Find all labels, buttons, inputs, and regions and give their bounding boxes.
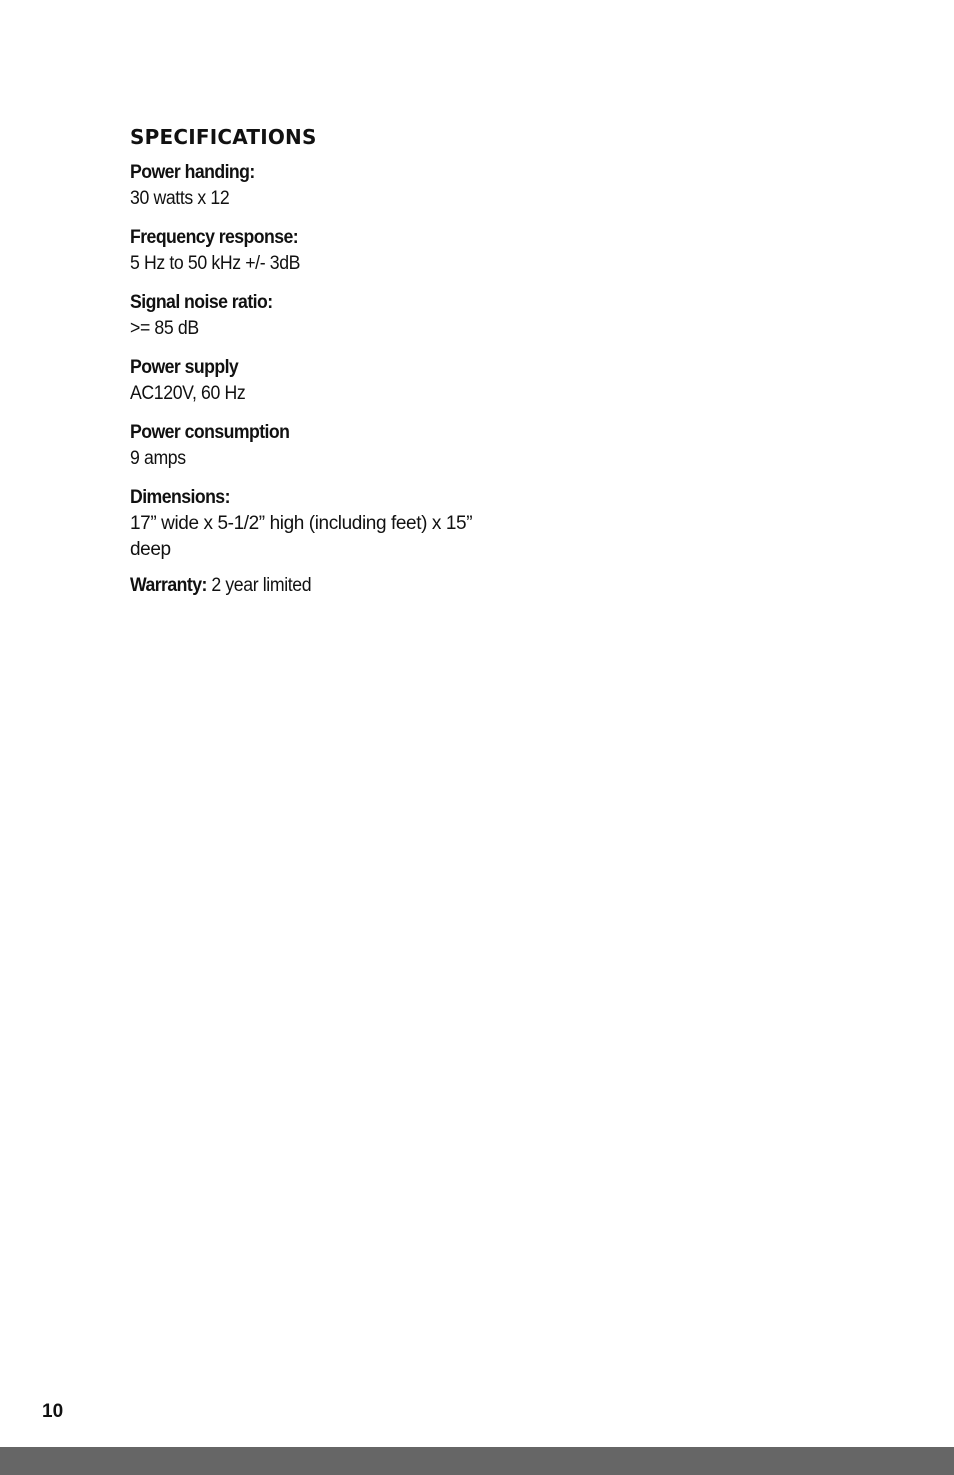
specifications-section (130, 124, 490, 599)
spec-value: AC120V, 60 Hz (130, 383, 246, 404)
spec-value: 17” wide x 5-1/2” high (including feet) x 15” deep (130, 513, 473, 560)
warranty-label: Warranty: (130, 575, 207, 596)
spec-label: Power consumption (130, 422, 290, 443)
warranty-value: 2 year limited (206, 575, 312, 596)
section-title: SPECIFICATIONS (130, 125, 317, 149)
spec-label: Signal noise ratio: (130, 292, 273, 313)
page-number: 10 (42, 1401, 64, 1422)
spec-item-power-consumption (130, 420, 490, 472)
spec-item-signal-noise-ratio (130, 290, 490, 342)
spec-value: 30 watts x 12 (130, 188, 230, 209)
spec-item-warranty (130, 573, 465, 599)
spec-item-dimensions (130, 485, 490, 563)
spec-value: 9 amps (130, 448, 186, 469)
spec-value: 5 Hz to 50 kHz +/- 3dB (130, 253, 301, 274)
footer-bar (0, 1447, 954, 1475)
spec-value: >= 85 dB (130, 318, 199, 339)
spec-item-power-handling (130, 160, 490, 212)
spec-label: Power supply (130, 357, 239, 378)
spec-item-power-supply (130, 355, 490, 407)
spec-label: Power handing: (130, 162, 255, 183)
spec-label: Frequency response: (130, 227, 299, 248)
spec-label: Dimensions: (130, 487, 230, 508)
spec-item-frequency-response (130, 225, 490, 277)
